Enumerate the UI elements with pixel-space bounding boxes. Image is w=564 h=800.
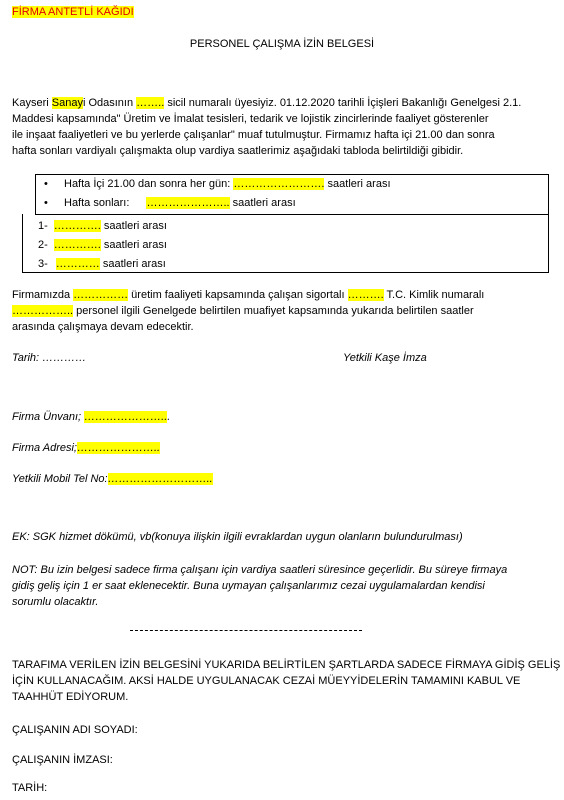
declaration-line: TAAHHÜT EDİYORUM. (12, 691, 129, 703)
employee-signature-label: ÇALIŞANIN İMZASI: (12, 754, 113, 766)
shift-row (38, 258, 166, 270)
letterhead-placeholder (12, 6, 134, 18)
company-title-end: . (167, 411, 171, 423)
weekend-suffix: saatleri arası (229, 197, 296, 209)
date-label: Tarih: ………… (12, 352, 87, 364)
intro-text: sicil numaralı üyesiyiz. 01.12.2020 tarihli İçişleri Bakanlığı Genelgesi 2.1. (164, 97, 522, 109)
weekday-blank: ……………………. (233, 178, 325, 190)
shift-number: 2- (38, 239, 48, 251)
validity-note (12, 562, 546, 610)
weekend-label: Hafta sonları: (64, 197, 130, 209)
para-text: personel ilgili Genelgede belirtilen muafiyet kapsamında yukarıda belirtilen saatler (73, 305, 474, 317)
intro-text: i Odasının (82, 97, 137, 109)
document-title: PERSONEL ÇALIŞMA İZİN BELGESİ (189, 38, 375, 50)
intro-line: hafta sonları vardiyalı çalışmakta olup vardiya saatlerimiz aşağıdaki tabloda belirtildiği gibidir. (12, 145, 464, 157)
authorized-signature-label: Yetkili Kaşe İmza (343, 352, 427, 364)
bullet-icon: • (44, 197, 48, 209)
weekend-blank: ………………….. (146, 197, 230, 209)
declaration-line: TARAFIMA VERİLEN İZİN BELGESİNİ YUKARIDA BELİRTİLEN ŞARTLARDA SADECE FİRMAYA GİDİŞ GELİŞ (12, 659, 561, 671)
company-title-label: Firma Ünvanı; (12, 411, 82, 423)
letterhead-text: FİRMA ANTETLİ KAĞIDI (12, 6, 134, 18)
shift-suffix: saatleri arası (100, 239, 167, 251)
attachment-note: EK: SGK hizmet dökümü, vb(konuya ilişkin ilgili evraklardan uygun olanların bulundurulması) (12, 531, 463, 543)
intro-line: Maddesi kapsamında" Üretim ve İmalat tesisleri, tedarik ve lojistik zincirlerinde faaliyet gösterenler (12, 113, 489, 125)
company-phone-label: Yetkili Mobil Tel No: (12, 473, 108, 485)
declaration-line: İÇİN KULLANACAĞIM. AKSİ HALDE UYGULANACAK CEZAİ MÜEYYİDELERİN TAMAMINI KABUL VE (12, 675, 521, 687)
shift-number: 3- (38, 258, 48, 270)
shift-blank: ………… (55, 258, 100, 270)
employee-declaration (12, 657, 561, 705)
para-text: T.C. Kimlik numaralı (383, 289, 485, 301)
company-address-blank: ………………….. (77, 442, 161, 454)
employee-name-label: ÇALIŞANIN ADI SOYADI: (12, 724, 138, 736)
shift-row (38, 239, 167, 251)
weekend-row (64, 197, 296, 209)
company-address-label: Firma Adresi; (12, 442, 77, 454)
intro-text: Kayseri (12, 97, 52, 109)
shift-row (38, 220, 167, 232)
weekday-row (64, 178, 391, 190)
insured-blank: ………. (347, 289, 384, 301)
para-line: arasında çalışmaya devam edecektir. (12, 321, 194, 333)
note-line: sorumlu olacaktır. (12, 596, 99, 608)
registry-number-blank: …….. (136, 97, 165, 109)
employee-date-label: TARİH: (12, 782, 48, 794)
shift-number: 1- (38, 220, 48, 232)
separator-line (130, 630, 362, 631)
para-text: Firmamızda (12, 289, 74, 301)
intro-line: ile inşaat faaliyetleri ve bu yerlerde çalışanlar" muaf tutulmuştur. Firmamız hafta içi 21.00 dan sonra (12, 129, 495, 141)
shift-blank: …………. (53, 239, 101, 251)
weekday-label: Hafta İçi 21.00 dan sonra her gün: (64, 178, 231, 190)
intro-paragraph (12, 95, 546, 159)
company-title-blank: ………………….. (84, 411, 168, 423)
highlighted-word: Sanay (51, 97, 83, 109)
note-line: gidiş geliş için 1 er saat eklenecektir. Buna uymayan çalışanlarımız cezai uygulamalardan kendisi (12, 580, 485, 592)
id-number-blank: …………….. (12, 305, 74, 317)
activity-blank: …………… (73, 289, 129, 301)
bullet-icon: • (44, 178, 48, 190)
company-title-row (12, 411, 170, 423)
company-phone-blank: ……………………….. (107, 473, 213, 485)
shift-suffix: saatleri arası (100, 220, 167, 232)
note-line: NOT: Bu izin belgesi sadece firma çalışanı için vardiya saatleri süresince geçerlidir. Bu süreye firmaya (12, 564, 508, 576)
employee-paragraph (12, 287, 546, 335)
para-text: üretim faaliyeti kapsamında çalışan sigortalı (128, 289, 348, 301)
weekday-suffix: saatleri arası (324, 178, 391, 190)
shift-suffix: saatleri arası (99, 258, 166, 270)
shift-blank: …………. (53, 220, 101, 232)
company-address-row (12, 442, 160, 454)
company-phone-row (12, 473, 213, 485)
